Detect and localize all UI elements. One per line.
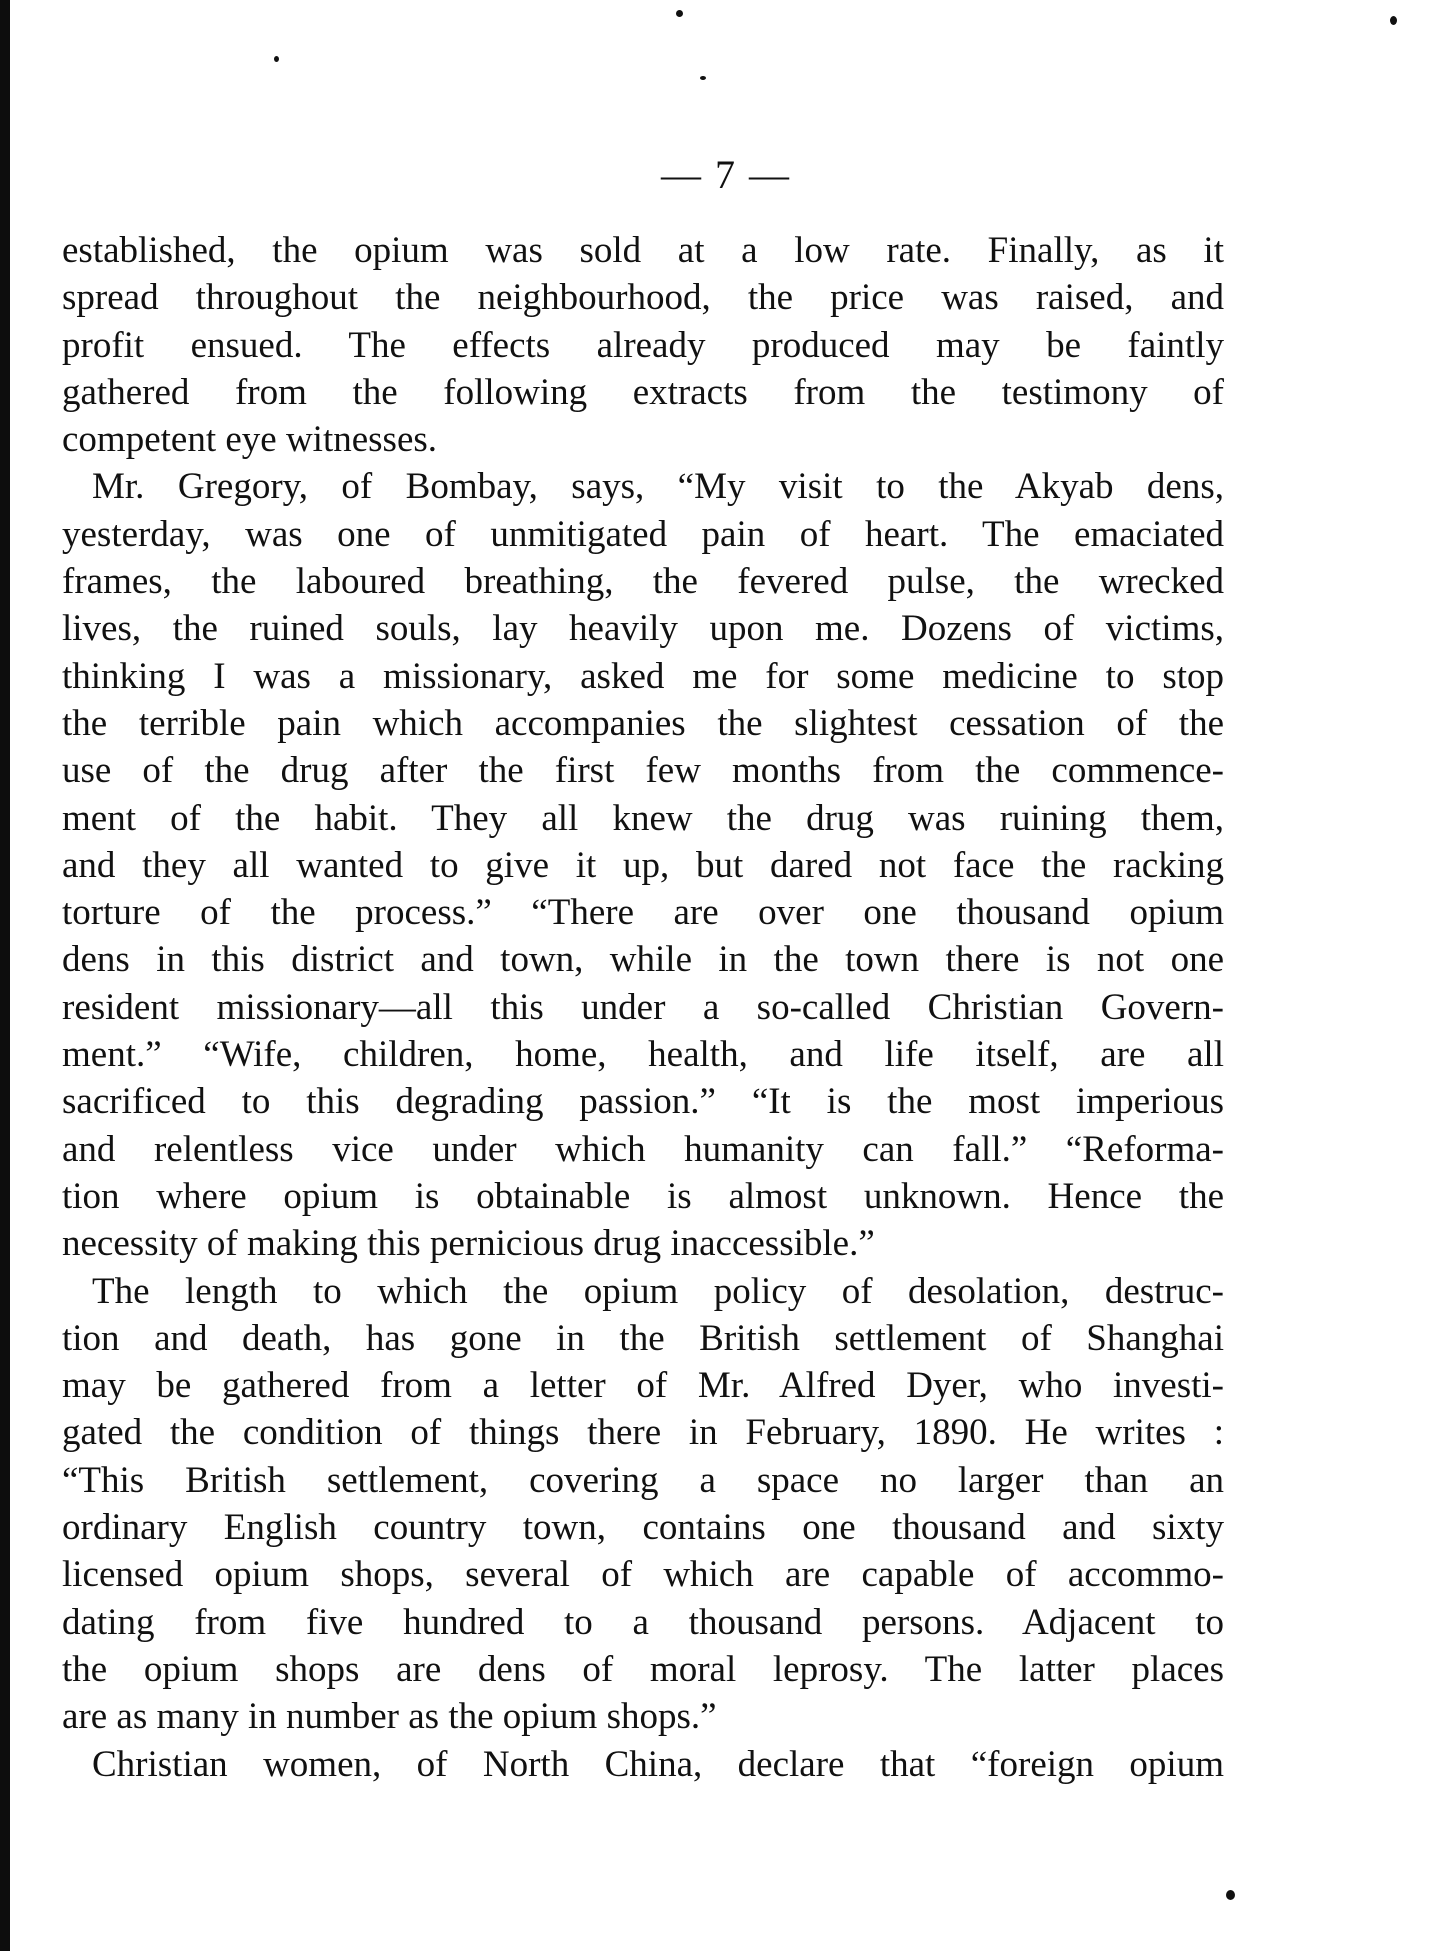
text-line: lives, the ruined souls, lay heavily upon me. Dozens of victims,: [62, 608, 1224, 650]
text-line: may be gathered from a letter of Mr. Alfred Dyer, who investi-: [62, 1365, 1224, 1407]
text-line: gathered from the following extracts from the testimony of: [62, 371, 1224, 413]
text-line: necessity of making this pernicious drug inaccessible.”: [62, 1223, 875, 1265]
paragraph-start: Mr. Gregory, of Bombay, says, “My visit to the Akyab dens,: [92, 466, 1224, 508]
text-line: frames, the laboured breathing, the fevered pulse, the wrecked: [62, 561, 1224, 603]
ink-speck: [1226, 1890, 1235, 1900]
text-line: the opium shops are dens of moral leprosy. The latter places: [62, 1648, 1224, 1690]
text-line: ment of the habit. They all knew the drug was ruining them,: [62, 797, 1224, 839]
text-line: use of the drug after the first few months from the commence-: [62, 750, 1224, 792]
text-line: established, the opium was sold at a low rate. Finally, as it: [62, 230, 1224, 271]
text-line: and they all wanted to give it up, but dared not face the racking: [62, 844, 1224, 886]
ink-speck: [676, 10, 683, 17]
text-line: ment.” “Wife, children, home, health, and life itself, are all: [62, 1034, 1224, 1076]
text-line: tion where opium is obtainable is almost unknown. Hence the: [62, 1175, 1224, 1217]
text-line: licensed opium shops, several of which are capable of accommo-: [62, 1554, 1224, 1596]
text-line: resident missionary—all this under a so-called Christian Govern-: [62, 986, 1224, 1028]
paragraph-start: Christian women, of North China, declare that “foreign opium: [92, 1743, 1224, 1785]
binding-edge: [0, 0, 10, 1951]
text-line: ordinary English country town, contains one thousand and sixty: [62, 1507, 1224, 1549]
text-line: and relentless vice under which humanity can fall.” “Reforma-: [62, 1128, 1224, 1170]
text-line: are as many in number as the opium shops.”: [62, 1696, 717, 1738]
text-line: thinking I was a missionary, asked me for some medicine to stop: [62, 655, 1224, 697]
text-line: competent eye witnesses.: [62, 419, 438, 461]
text-line: sacrificed to this degrading passion.” “It is the most imperious: [62, 1081, 1224, 1123]
text-line: “This British settlement, covering a space no larger than an: [62, 1459, 1224, 1501]
text-line: profit ensued. The effects already produced may be faintly: [62, 324, 1224, 366]
text-line: the terrible pain which accompanies the slightest cessation of the: [62, 702, 1224, 744]
ink-speck: [700, 76, 706, 80]
text-line: dens in this district and town, while in the town there is not one: [62, 939, 1224, 981]
page-number: — 7 —: [661, 152, 791, 197]
paragraph-start: The length to which the opium policy of desolation, destruc-: [92, 1270, 1224, 1312]
ink-speck: [274, 56, 279, 62]
text-line: torture of the process.” “There are over one thousand opium: [62, 892, 1224, 934]
text-line: gated the condition of things there in February, 1890. He writes :: [62, 1412, 1224, 1454]
text-line: spread throughout the neighbourhood, the price was raised, and: [62, 277, 1224, 319]
text-line: yesterday, was one of unmitigated pain of heart. The emaciated: [62, 513, 1224, 555]
ink-speck: [1390, 16, 1397, 25]
body-text: [62, 227, 1224, 1788]
text-line: dating from five hundred to a thousand persons. Adjacent to: [62, 1601, 1224, 1643]
text-line: tion and death, has gone in the British settlement of Shanghai: [62, 1317, 1224, 1359]
